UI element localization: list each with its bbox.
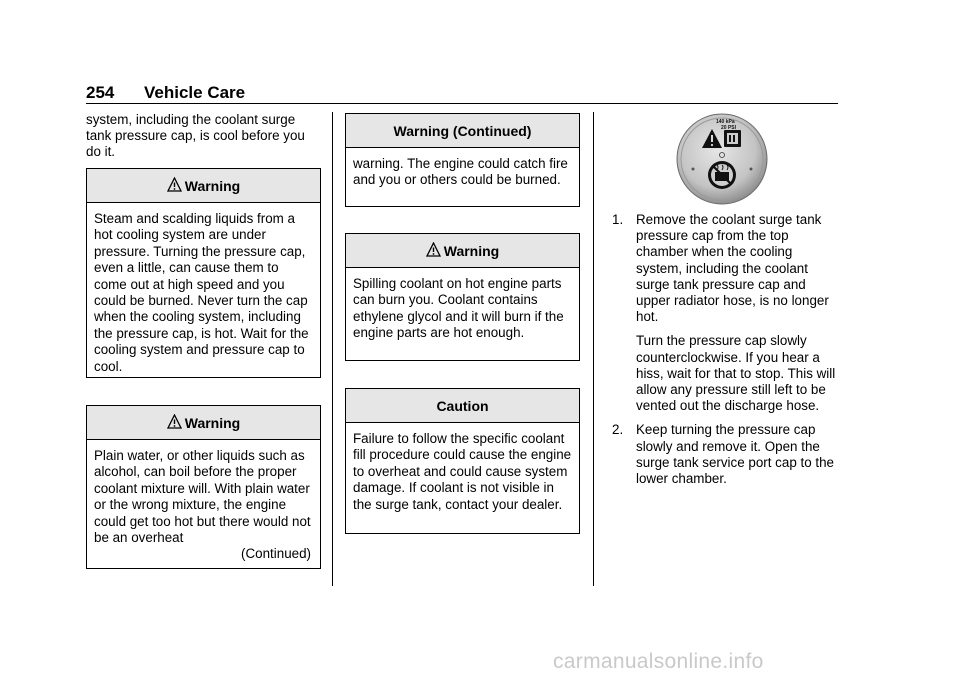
section-title: Vehicle Care <box>144 83 246 102</box>
procedure-steps <box>612 212 842 487</box>
warning-box-plain-water <box>86 405 321 569</box>
step-extra-text: Turn the pressure cap slowly counterclockwise. If you hear a hiss, wait for that to stop. This will allow any pressure still left to be vented out the discharge hose. <box>636 333 836 414</box>
warning-box-steam <box>86 168 321 378</box>
column-divider-left <box>332 112 333 586</box>
column-divider-right <box>593 112 594 586</box>
caution-box-header <box>346 389 579 423</box>
cap-label-kpa: 140 kPa <box>716 119 735 125</box>
warning-box-header <box>346 234 579 268</box>
warning-box-spilling <box>345 233 580 361</box>
watermark: carmanualsonline.info <box>553 650 764 673</box>
warning-icon <box>167 414 182 432</box>
intro-paragraph: system, including the coolant surge tank pressure cap, is cool before you do it. <box>86 112 305 160</box>
warning-box-header <box>87 169 320 203</box>
continued-label: (Continued) <box>241 546 311 562</box>
warning-body: Steam and scalding liquids from a hot cooling system are under pressure. Turning the pressure cap, even a little, can cause them to come out at high speed and you could be burned. Never turn the cap when the cooling system, including the pressure cap, is hot. Wait for the cooling system and pressure cap to cool. <box>94 211 309 374</box>
cap-label-psi: 20 PSI <box>721 125 737 131</box>
step-number: 1. <box>612 212 624 227</box>
caution-box <box>345 388 580 534</box>
warning-icon <box>167 177 182 195</box>
column-1-intro <box>86 112 320 161</box>
warning-body: Spilling coolant on hot engine parts can burn you. Coolant contains ethylene glycol and it will burn if the engine parts are hot enough. <box>353 276 564 341</box>
warning-box-header <box>87 406 320 440</box>
page-header <box>86 83 838 105</box>
step-item <box>612 422 842 487</box>
steps-list <box>612 212 842 487</box>
page-number: 254 <box>86 83 115 102</box>
header-rule <box>86 103 838 104</box>
step-text: Keep turning the pressure cap slowly and remove it. Open the surge tank service port cap to the lower chamber. <box>636 422 834 487</box>
warning-box-header <box>346 114 579 148</box>
warning-title: Warning <box>184 177 241 194</box>
caution-body: Failure to follow the specific coolant fill procedure could cause the engine to overheat and could cause system damage. If coolant is not visible in the surge tank, contact your dealer. <box>353 431 572 512</box>
warning-title: Warning <box>443 242 500 259</box>
warning-title: Warning (Continued) <box>393 122 532 139</box>
warning-title: Warning <box>184 414 241 431</box>
warning-icon <box>426 242 441 260</box>
step-number: 2. <box>612 422 624 438</box>
surge-tank-cap-illustration <box>676 113 768 205</box>
step-text: Remove the coolant surge tank pressure cap from the top chamber when the cooling system, including the coolant surge tank pressure cap and upper radiator hose, is no longer hot. <box>636 212 829 325</box>
warning-body: warning. The engine could catch fire and you or others could be burned. <box>353 156 568 188</box>
caution-title: Caution <box>436 397 489 414</box>
step-item <box>612 212 842 414</box>
warning-body-text: Plain water, or other liquids such as alcohol, can boil before the proper coolant mixture will. With plain water or the wrong mixture, the engine could get too hot but there would not be an overheat <box>94 448 311 546</box>
warning-continued-box <box>345 113 580 207</box>
warning-body <box>87 440 320 563</box>
